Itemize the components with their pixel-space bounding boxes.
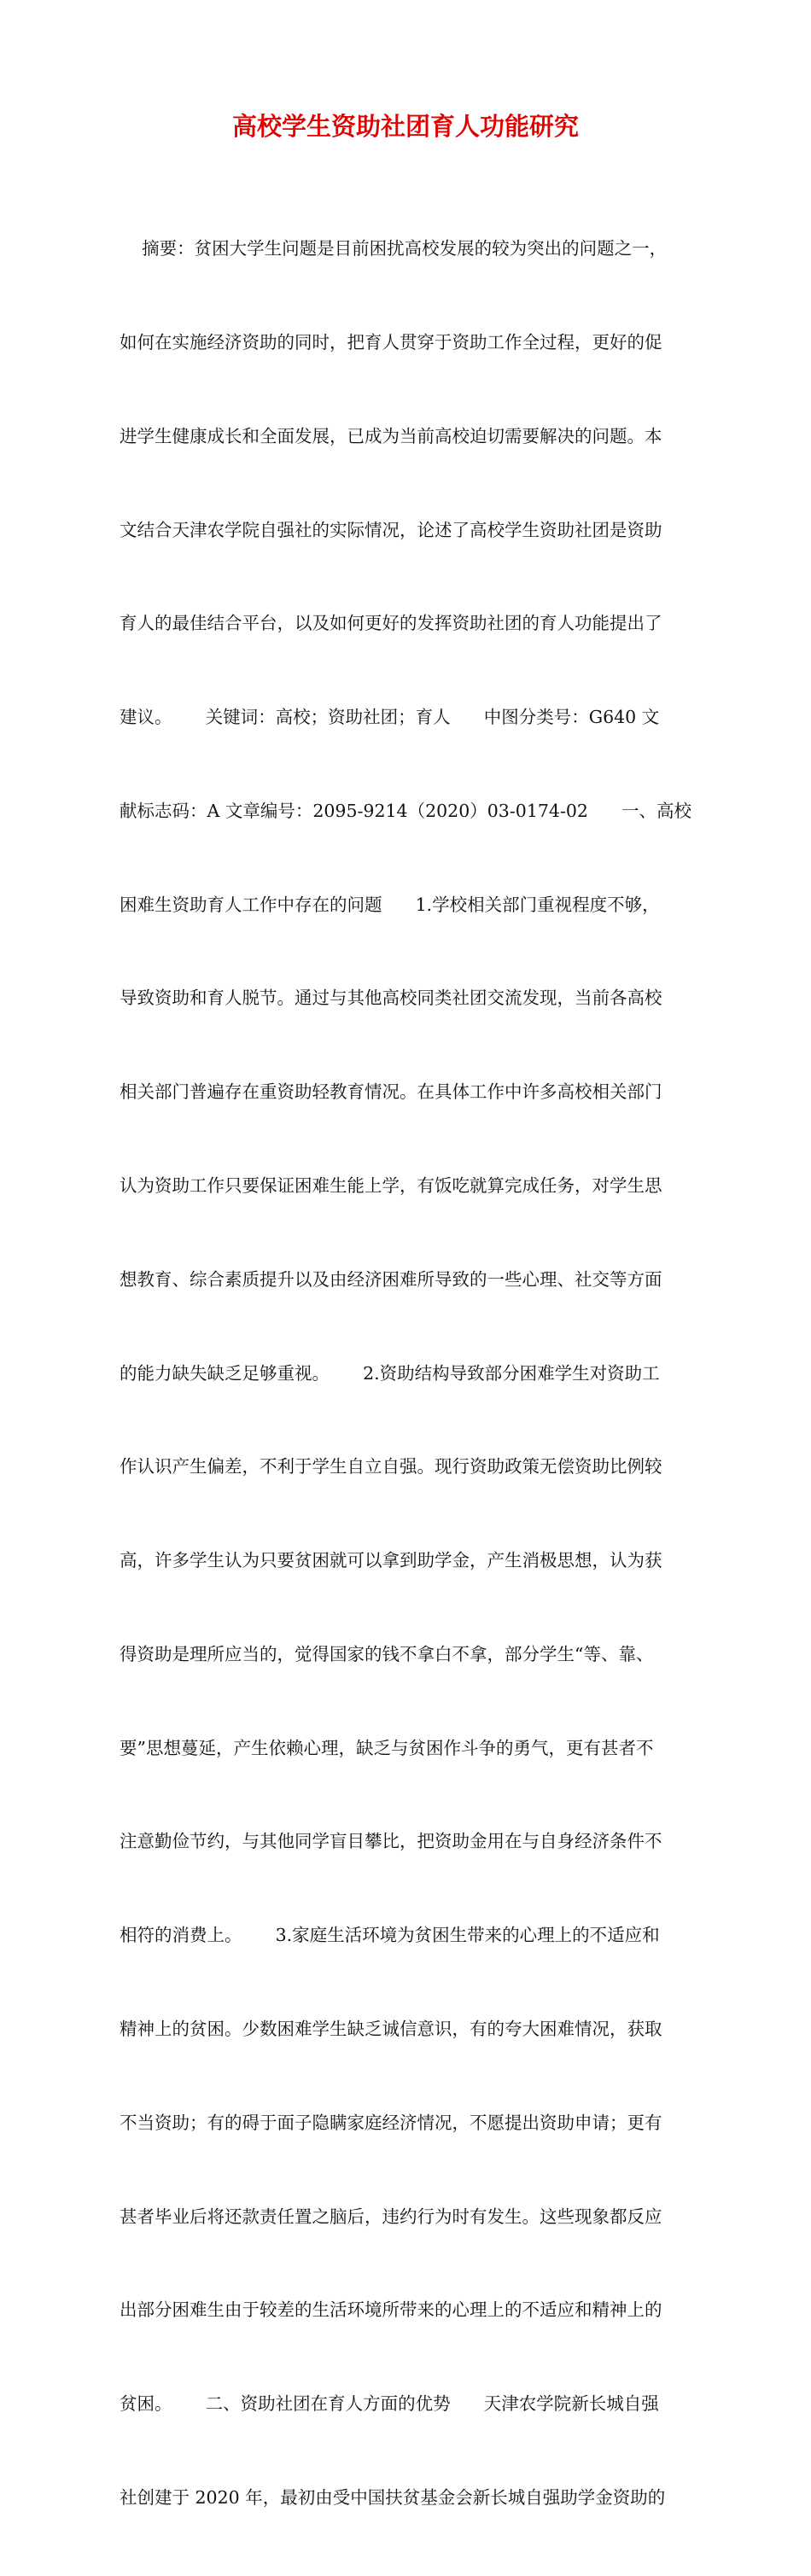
body-line: 的能力缺失缺乏足够重视。 2.资助结构导致部分困难学生对资助工	[120, 1362, 660, 1384]
body-line: 如何在实施经济资助的同时，把育人贯穿于资助工作全过程，更好的促	[120, 331, 662, 353]
body-line: 育人的最佳结合平台，以及如何更好的发挥资助社团的育人功能提出了	[120, 613, 662, 634]
body-line: 困难生资助育人工作中存在的问题 1.学校相关部门重视程度不够，	[120, 894, 660, 915]
body-line: 认为资助工作只要保证困难生能上学，有饭吃就算完成任务，对学生思	[120, 1175, 662, 1196]
body-line: 要”思想蔓延，产生依赖心理，缺乏与贫困作斗争的勇气，更有甚者不	[120, 1737, 654, 1758]
body-line: 相关部门普遍存在重资助轻教育情况。在具体工作中许多高校相关部门	[120, 1081, 662, 1103]
body-line: 高，许多学生认为只要贫困就可以拿到助学金，产生消极思想，认为获	[120, 1550, 662, 1571]
body-line: 精神上的贫困。少数困难学生缺乏诚信意识，有的夸大困难情况，获取	[120, 2019, 662, 2040]
body-line: 导致资助和育人脱节。通过与其他高校同类社团交流发现，当前各高校	[120, 988, 662, 1009]
body-line: 献标志码：A 文章编号：2095-9214（2020）03-0174-02 一、高校	[120, 800, 692, 821]
document-body	[120, 171, 700, 2576]
body-line: 社创建于 2020 年，最初由受中国扶贫基金会新长城自强助学金资助的	[120, 2486, 666, 2508]
body-line: 不当资助；有的碍于面子隐瞒家庭经济情况，不愿提出资助申请；更有	[120, 2112, 662, 2133]
body-line: 进学生健康成长和全面发展，已成为当前高校迫切需要解决的问题。本	[120, 425, 662, 446]
body-line: 摘要：贫困大学生问题是目前困扰高校发展的较为突出的问题之一，	[120, 238, 668, 259]
body-line: 出部分困难生由于较差的生活环境所带来的心理上的不适应和精神上的	[120, 2299, 662, 2321]
body-line: 得资助是理所应当的，觉得国家的钱不拿白不拿，部分学生“等、靠、	[120, 1643, 654, 1664]
body-line: 甚者毕业后将还款责任置之脑后，违约行为时有发生。这些现象都反应	[120, 2206, 662, 2227]
body-line: 注意勤俭节约，与其他同学盲目攀比，把资助金用在与自身经济条件不	[120, 1831, 662, 1852]
document-title: 高校学生资助社团育人功能研究	[231, 112, 579, 141]
body-line: 文结合天津农学院自强社的实际情况，论述了高校学生资助社团是资助	[120, 519, 662, 540]
body-line: 相符的消费上。 3.家庭生活环境为贫困生带来的心理上的不适应和	[120, 1925, 660, 1946]
body-line: 想教育、综合素质提升以及由经济困难所导致的一些心理、社交等方面	[120, 1268, 662, 1290]
body-line: 作认识产生偏差，不利于学生自立自强。现行资助政策无偿资助比例较	[120, 1456, 662, 1477]
body-line: 建议。 关键词：高校；资助社团；育人 中图分类号：G640 文	[120, 707, 660, 728]
body-line: 贫困。 二、资助社团在育人方面的优势 天津农学院新长城自强	[120, 2393, 659, 2415]
